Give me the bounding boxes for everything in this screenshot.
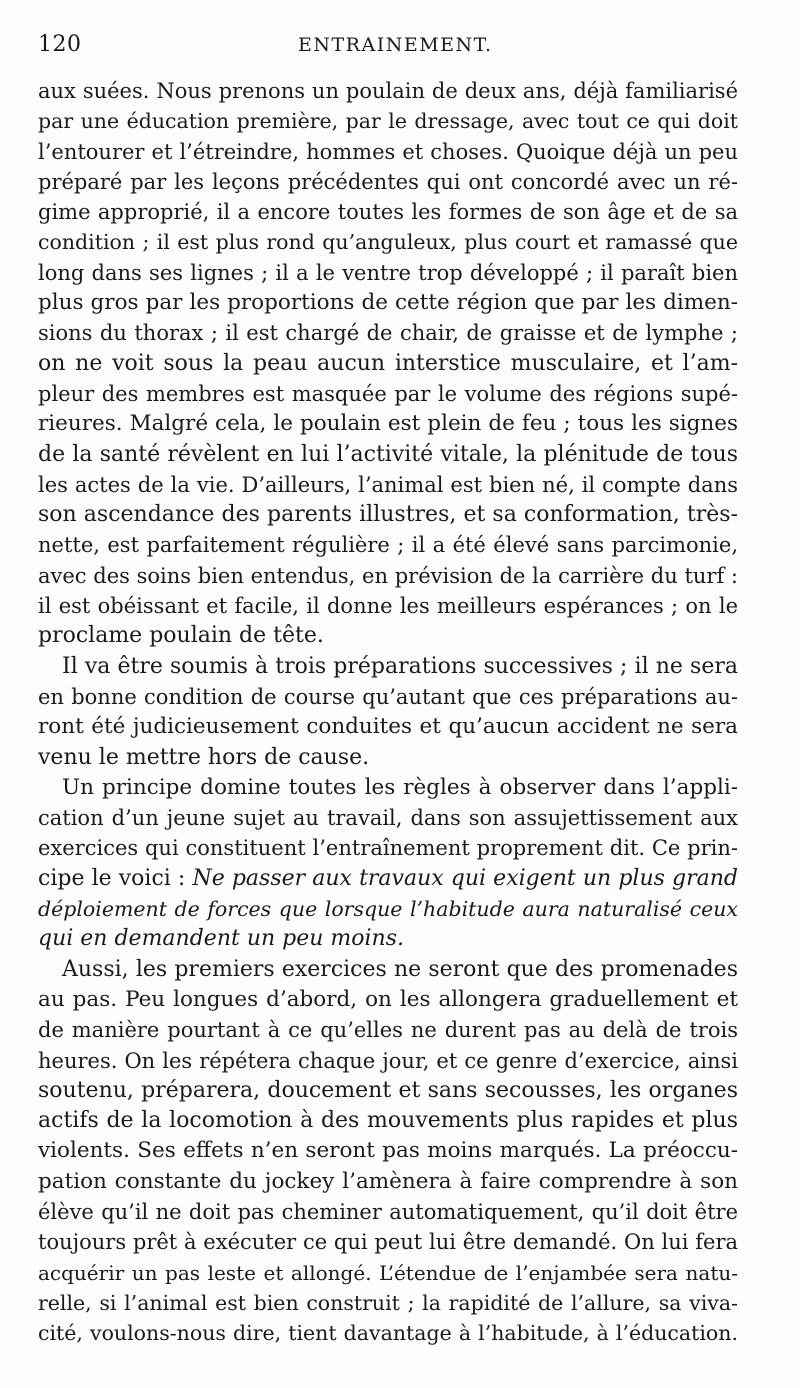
text-line: cation d’un jeune sujet au travail, dans son assujettissement aux (38, 806, 738, 831)
italic-principle: déploiement de forces que lorsque l’habitude aura naturalisé ceux (38, 897, 738, 922)
text-line: Un principe domine toutes les règles à observer dans l’appli- (62, 774, 738, 800)
text-line: nette, est parfaitement régulière ; il a été élevé sans parcimonie, (38, 533, 738, 558)
text-line: de la santé révèlent en lui l’activité vitale, la plénitude de tous (38, 441, 738, 467)
text-line: son ascendance des parents illustres, et sa conformation, très- (38, 502, 738, 528)
text-line: pation constante du jockey l’amènera à faire comprendre à son (38, 1168, 738, 1194)
text-line: acquérir un pas leste et allongé. L’étendue de l’enjambée sera natu- (38, 1260, 738, 1285)
text-line: venu le mettre hors de cause. (38, 744, 370, 770)
text-line: plus gros par les proportions de cette région que par les dimen- (38, 290, 738, 316)
text-line: toujours prêt à exécuter ce qui peut lui être demandé. On lui fera (38, 1230, 738, 1255)
text-line: soutenu, préparera, doucement et sans secousses, les organes (38, 1077, 738, 1103)
italic-principle: Ne passer aux travaux qui exigent un plus grand (192, 865, 738, 891)
text-line: gime approprié, il a encore toutes les formes de son âge et de sa (38, 200, 738, 225)
text-line: l’entourer et l’étreindre, hommes et choses. Quoique déjà un peu (38, 139, 738, 164)
text-line: on ne voit sous la peau aucun interstice musculaire, et l’am- (38, 350, 738, 376)
text-line: au pas. Peu longues d’abord, on les allongera graduellement et (38, 986, 738, 1012)
text-line: condition ; il est plus rond qu’anguleux, plus court et ramassé que (38, 230, 738, 255)
text-line: heures. On les répétera chaque jour, et ce genre d’exercice, ainsi (38, 1048, 738, 1073)
page-number: 120 (38, 32, 82, 57)
text-line: aux suées. Nous prenons un poulain de deux ans, déjà familiarisé (38, 79, 738, 103)
text-line: rieures. Malgré cela, le poulain est plein de feu ; tous les signes (38, 411, 738, 437)
text-line: élève qu’il ne doit pas cheminer automatiquement, qu’il doit être (38, 1199, 738, 1224)
running-title: ENTRAINEMENT. (298, 34, 493, 56)
text-line: il est obéissant et facile, il donne les meilleurs espérances ; on le (38, 594, 738, 619)
text-line: préparé par les leçons précédentes qui ont concordé avec un ré- (38, 169, 738, 194)
text-line: les actes de la vie. D’ailleurs, l’animal est bien né, il compte dans (38, 472, 738, 497)
text-span: cipe le voici : (38, 865, 193, 891)
text-line: avec des soins bien entendus, en prévision de la carrière du turf : (38, 563, 738, 588)
text-line (38, 864, 738, 894)
text-line: cité, voulons-nous dire, tient davantage à l’habitude, à l’éducation. (38, 1321, 738, 1346)
page-header (38, 28, 736, 64)
text-line: actifs de la locomotion à des mouvements plus rapides et plus (38, 1108, 738, 1134)
text-line: Il va être soumis à trois préparations successives ; il ne sera (62, 653, 738, 679)
text-line: pleur des membres est masquée par le volume des régions supé- (38, 381, 738, 406)
text-line: relle, si l’animal est bien construit ; la rapidité de l’allure, sa viva- (38, 1290, 738, 1315)
text-line: violents. Ses effets n’en seront pas moins marqués. La préoccu- (38, 1138, 738, 1164)
text-line: long dans ses lignes ; il a le ventre trop développé ; il paraît bien (38, 260, 738, 285)
text-line: proclame poulain de tête. (38, 623, 324, 649)
text-line: ront été judicieusement conduites et qu’aucun accident ne sera (38, 714, 738, 740)
text-line: Aussi, les premiers exercices ne seront que des promenades (62, 956, 738, 982)
text-line: de manière pourtant à ce qu’elles ne durent pas au delà de trois (38, 1018, 738, 1043)
text-line: sions du thorax ; il est chargé de chair, de graisse et de lymphe ; (38, 321, 738, 346)
text-line: par une éducation première, par le dressage, avec tout ce qui doit (38, 109, 738, 134)
text-line: exercices qui constituent l’entraînement proprement dit. Ce prin- (38, 836, 738, 861)
italic-principle: qui en demandent un peu moins. (38, 926, 405, 952)
body-text (38, 76, 738, 1348)
text-line: en bonne condition de course qu’autant que ces préparations au- (38, 684, 738, 709)
